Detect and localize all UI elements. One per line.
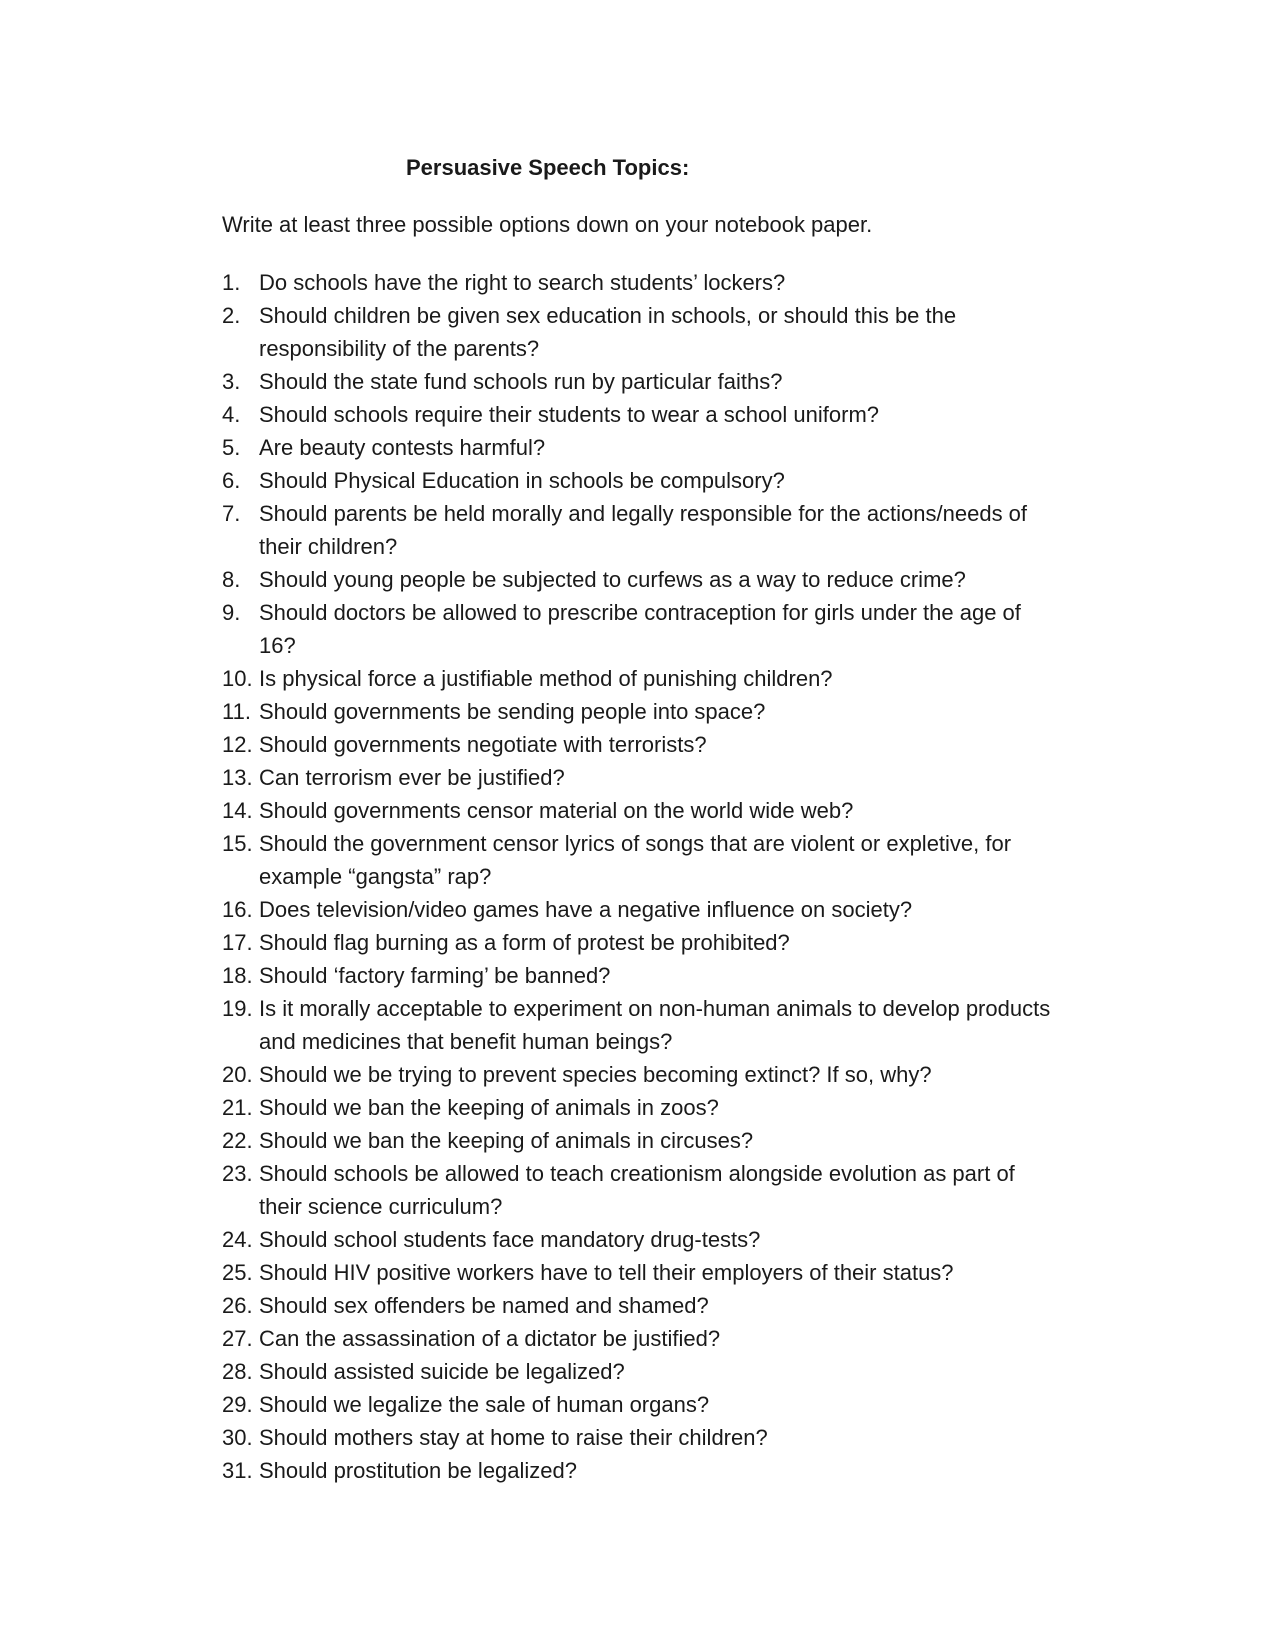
topic-line: Can terrorism ever be justified? xyxy=(259,765,565,790)
topic-line: Is physical force a justifiable method of punishing children? xyxy=(259,666,833,691)
topic-line: Should school students face mandatory drug-tests? xyxy=(259,1227,761,1252)
topic-number: 3. xyxy=(222,369,241,394)
topic-number: 12. xyxy=(222,732,253,757)
topic-item xyxy=(222,695,1102,728)
topic-number: 5. xyxy=(222,435,241,460)
topic-line: and medicines that benefit human beings? xyxy=(259,1029,673,1054)
topic-line: Should children be given sex education in schools, or should this be the xyxy=(259,303,957,328)
topic-line: 16? xyxy=(259,633,296,658)
topic-number: 24. xyxy=(222,1227,253,1252)
topic-line: Should young people be subjected to curfews as a way to reduce crime? xyxy=(259,567,966,592)
topic-text xyxy=(259,1289,1102,1322)
topic-text xyxy=(259,662,1102,695)
topic-text xyxy=(259,1256,1102,1289)
topic-text xyxy=(259,959,1102,992)
topic-number: 20. xyxy=(222,1062,253,1087)
topic-text xyxy=(259,992,1102,1058)
topic-text xyxy=(259,398,1102,431)
topic-item xyxy=(222,1289,1102,1322)
topic-item xyxy=(222,992,1102,1058)
topic-number: 1. xyxy=(222,270,241,295)
topic-number: 8. xyxy=(222,567,241,592)
topic-text xyxy=(259,761,1102,794)
topic-line: Should doctors be allowed to prescribe contraception for girls under the age of xyxy=(259,600,1021,625)
topic-line: Should ‘factory farming’ be banned? xyxy=(259,963,611,988)
topic-line: Can the assassination of a dictator be justified? xyxy=(259,1326,721,1351)
topic-item xyxy=(222,1058,1102,1091)
topic-text xyxy=(259,1091,1102,1124)
topic-text xyxy=(259,926,1102,959)
topic-line: Should the state fund schools run by particular faiths? xyxy=(259,369,783,394)
topic-line: Is it morally acceptable to experiment on non-human animals to develop products xyxy=(259,996,1051,1021)
topic-item xyxy=(222,1322,1102,1355)
topic-item xyxy=(222,1124,1102,1157)
topic-item xyxy=(222,266,1102,299)
topic-line: Do schools have the right to search students’ lockers? xyxy=(259,270,786,295)
topic-item xyxy=(222,299,1102,365)
topic-line: Should HIV positive workers have to tell their employers of their status? xyxy=(259,1260,954,1285)
topic-item xyxy=(222,926,1102,959)
topic-line: Does television/video games have a negative influence on society? xyxy=(259,897,913,922)
topic-line: Should flag burning as a form of protest be prohibited? xyxy=(259,930,790,955)
topic-number: 13. xyxy=(222,765,253,790)
topic-text xyxy=(259,563,1102,596)
topic-text xyxy=(259,695,1102,728)
topic-line: Should the government censor lyrics of songs that are violent or expletive, for xyxy=(259,831,1012,856)
topic-item xyxy=(222,1421,1102,1454)
topic-number: 22. xyxy=(222,1128,253,1153)
topic-item xyxy=(222,365,1102,398)
topic-item xyxy=(222,497,1102,563)
topic-line: Should prostitution be legalized? xyxy=(259,1458,578,1483)
topic-number: 17. xyxy=(222,930,253,955)
topic-item xyxy=(222,398,1102,431)
topic-number: 9. xyxy=(222,600,241,625)
topic-number: 7. xyxy=(222,501,241,526)
topic-number: 25. xyxy=(222,1260,253,1285)
topic-text xyxy=(259,1058,1102,1091)
topic-number: 14. xyxy=(222,798,253,823)
topic-item xyxy=(222,1157,1102,1223)
topic-item xyxy=(222,596,1102,662)
topic-text xyxy=(259,431,1102,464)
topic-item xyxy=(222,431,1102,464)
topic-text xyxy=(259,794,1102,827)
topic-line: Should governments negotiate with terrorists? xyxy=(259,732,707,757)
topic-number: 29. xyxy=(222,1392,253,1417)
topic-number: 18. xyxy=(222,963,253,988)
topic-number: 15. xyxy=(222,831,253,856)
topic-line: Should schools require their students to wear a school uniform? xyxy=(259,402,880,427)
topic-text xyxy=(259,266,1102,299)
topic-text xyxy=(259,365,1102,398)
page-title: Persuasive Speech Topics: xyxy=(406,155,690,180)
topic-number: 2. xyxy=(222,303,241,328)
topic-line: Should parents be held morally and legally responsible for the actions/needs of xyxy=(259,501,1028,526)
topic-text xyxy=(259,1355,1102,1388)
topic-line: Should Physical Education in schools be compulsory? xyxy=(259,468,785,493)
topic-text xyxy=(259,1421,1102,1454)
topic-text xyxy=(259,596,1102,662)
topic-item xyxy=(222,1388,1102,1421)
topic-number: 6. xyxy=(222,468,241,493)
topic-number: 19. xyxy=(222,996,253,1021)
topic-item xyxy=(222,1256,1102,1289)
topic-text xyxy=(259,827,1102,893)
topic-item xyxy=(222,1091,1102,1124)
topic-number: 28. xyxy=(222,1359,253,1384)
topic-line: Should we ban the keeping of animals in circuses? xyxy=(259,1128,754,1153)
topic-line: Are beauty contests harmful? xyxy=(259,435,546,460)
topic-item xyxy=(222,761,1102,794)
topic-text xyxy=(259,1157,1102,1223)
topic-item xyxy=(222,1454,1102,1487)
topic-line: Should we legalize the sale of human organs? xyxy=(259,1392,710,1417)
topic-item xyxy=(222,1223,1102,1256)
topic-item xyxy=(222,1355,1102,1388)
topic-item xyxy=(222,464,1102,497)
topic-line: Should assisted suicide be legalized? xyxy=(259,1359,625,1384)
topic-text xyxy=(259,1124,1102,1157)
topic-item xyxy=(222,827,1102,893)
topic-line: Should governments be sending people into space? xyxy=(259,699,766,724)
topic-text xyxy=(259,728,1102,761)
topic-line: Should we be trying to prevent species becoming extinct? If so, why? xyxy=(259,1062,932,1087)
topic-text xyxy=(259,464,1102,497)
topic-text xyxy=(259,299,1102,365)
instruction-text: Write at least three possible options down on your notebook paper. xyxy=(222,212,873,237)
topic-item xyxy=(222,662,1102,695)
topic-number: 31. xyxy=(222,1458,253,1483)
topic-line: Should we ban the keeping of animals in zoos? xyxy=(259,1095,719,1120)
topic-text xyxy=(259,497,1102,563)
topic-item xyxy=(222,893,1102,926)
topic-line: example “gangsta” rap? xyxy=(259,864,492,889)
topic-item xyxy=(222,959,1102,992)
topic-line: Should governments censor material on the world wide web? xyxy=(259,798,854,823)
topic-number: 4. xyxy=(222,402,241,427)
topic-text xyxy=(259,1454,1102,1487)
topic-number: 26. xyxy=(222,1293,253,1318)
topic-number: 27. xyxy=(222,1326,253,1351)
topic-text xyxy=(259,1388,1102,1421)
topic-item xyxy=(222,563,1102,596)
topic-line: their science curriculum? xyxy=(259,1194,503,1219)
topic-item xyxy=(222,794,1102,827)
topic-line: Should mothers stay at home to raise their children? xyxy=(259,1425,768,1450)
topic-list xyxy=(222,266,1102,1487)
topic-number: 21. xyxy=(222,1095,253,1120)
topic-item xyxy=(222,728,1102,761)
topic-text xyxy=(259,1322,1102,1355)
topic-line: their children? xyxy=(259,534,398,559)
topic-number: 11. xyxy=(222,699,251,724)
topic-text xyxy=(259,893,1102,926)
topic-number: 16. xyxy=(222,897,253,922)
topic-text xyxy=(259,1223,1102,1256)
topic-line: responsibility of the parents? xyxy=(259,336,540,361)
topic-number: 30. xyxy=(222,1425,253,1450)
topic-number: 23. xyxy=(222,1161,253,1186)
topic-line: Should schools be allowed to teach creationism alongside evolution as part of xyxy=(259,1161,1015,1186)
topic-number: 10. xyxy=(222,666,253,691)
topic-line: Should sex offenders be named and shamed? xyxy=(259,1293,709,1318)
